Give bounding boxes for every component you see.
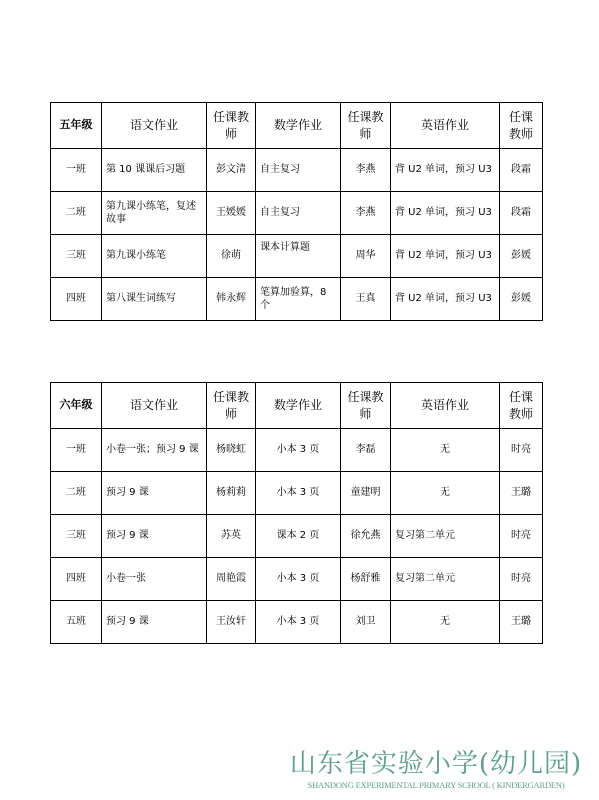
class-cell: 一班 — [51, 429, 102, 472]
class-cell: 三班 — [51, 235, 102, 278]
chinese-homework-cell: 预习 9 课 — [102, 472, 207, 515]
teacher-cell: 李燕 — [341, 149, 391, 192]
english-homework-cell: 复习第二单元 — [391, 515, 500, 558]
math-homework-cell: 小本 3 页 — [256, 601, 341, 644]
english-homework-cell: 背 U2 单词，预习 U3 — [391, 192, 500, 235]
math-homework-header: 数学作业 — [256, 383, 341, 429]
math-homework-cell: 小本 3 页 — [256, 429, 341, 472]
teacher-header: 任课教师 — [341, 103, 391, 149]
chinese-homework-cell: 小卷一张；预习 9 课 — [102, 429, 207, 472]
teacher-cell: 苏英 — [207, 515, 256, 558]
teacher-cell: 童建明 — [341, 472, 391, 515]
grade-header: 五年级 — [51, 103, 102, 149]
teacher-header: 任课教师 — [207, 103, 256, 149]
chinese-homework-cell: 预习 9 课 — [102, 515, 207, 558]
grade5-homework-table — [50, 102, 543, 321]
english-homework-header: 英语作业 — [391, 383, 500, 429]
class-cell: 三班 — [51, 515, 102, 558]
english-homework-cell: 无 — [391, 472, 500, 515]
english-homework-cell: 背 U2 单词，预习 U3 — [391, 149, 500, 192]
table-row — [51, 235, 543, 278]
math-homework-cell: 小本 3 页 — [256, 558, 341, 601]
english-homework-cell: 背 U2 单词，预习 U3 — [391, 278, 500, 321]
grade-header: 六年级 — [51, 383, 102, 429]
teacher-cell: 杨晓虹 — [207, 429, 256, 472]
math-homework-header: 数学作业 — [256, 103, 341, 149]
teacher-cell: 徐萌 — [207, 235, 256, 278]
table-row — [51, 278, 543, 321]
teacher-cell: 韩永辉 — [207, 278, 256, 321]
chinese-homework-header: 语文作业 — [102, 383, 207, 429]
math-homework-cell: 自主复习 — [256, 149, 341, 192]
table-header-row — [51, 383, 543, 429]
teacher-header: 任课教师 — [207, 383, 256, 429]
table-row — [51, 515, 543, 558]
math-homework-cell: 小本 3 页 — [256, 472, 341, 515]
english-homework-cell: 背 U2 单词，预习 U3 — [391, 235, 500, 278]
teacher-cell: 时亮 — [500, 429, 543, 472]
english-homework-cell: 无 — [391, 429, 500, 472]
chinese-homework-cell: 第 10 课课后习题 — [102, 149, 207, 192]
english-homework-cell: 无 — [391, 601, 500, 644]
teacher-cell: 徐允燕 — [341, 515, 391, 558]
teacher-cell: 杨莉莉 — [207, 472, 256, 515]
teacher-header: 任课教师 — [341, 383, 391, 429]
class-cell: 四班 — [51, 558, 102, 601]
teacher-cell: 彭媛 — [500, 278, 543, 321]
teacher-cell: 周艳霞 — [207, 558, 256, 601]
teacher-cell: 时亮 — [500, 515, 543, 558]
teacher-cell: 王媛媛 — [207, 192, 256, 235]
teacher-cell: 王真 — [341, 278, 391, 321]
class-cell: 四班 — [51, 278, 102, 321]
teacher-cell: 彭文清 — [207, 149, 256, 192]
teacher-cell: 李磊 — [341, 429, 391, 472]
teacher-cell: 周华 — [341, 235, 391, 278]
teacher-cell: 杨舒雅 — [341, 558, 391, 601]
chinese-homework-header: 语文作业 — [102, 103, 207, 149]
teacher-cell: 王璐 — [500, 601, 543, 644]
class-cell: 二班 — [51, 472, 102, 515]
table-row — [51, 149, 543, 192]
chinese-homework-cell: 第九课小练笔，复述故事 — [102, 192, 207, 235]
teacher-header: 任课教师 — [500, 103, 543, 149]
teacher-cell: 彭媛 — [500, 235, 543, 278]
school-logo — [281, 748, 591, 790]
grade6-homework-table — [50, 382, 543, 644]
teacher-cell: 王璐 — [500, 472, 543, 515]
teacher-cell: 李燕 — [341, 192, 391, 235]
english-homework-cell: 复习第二单元 — [391, 558, 500, 601]
chinese-homework-cell: 第九课小练笔 — [102, 235, 207, 278]
teacher-cell: 王汝轩 — [207, 601, 256, 644]
table-row — [51, 192, 543, 235]
math-homework-cell: 笔算加验算，8 个 — [256, 278, 341, 321]
table-row — [51, 472, 543, 515]
teacher-cell: 段霜 — [500, 149, 543, 192]
teacher-cell: 时亮 — [500, 558, 543, 601]
table-row — [51, 558, 543, 601]
teacher-header: 任课教师 — [500, 383, 543, 429]
chinese-homework-cell: 第八课生词练写 — [102, 278, 207, 321]
chinese-homework-cell: 预习 9 课 — [102, 601, 207, 644]
table-row — [51, 429, 543, 472]
school-name-english: SHANDONG EXPERIMENTAL PRIMARY SCHOOL ( KINDERGARDEN) — [307, 780, 565, 790]
school-name-chinese: 山东省实验小学(幼儿园) — [289, 749, 583, 779]
chinese-homework-cell: 小卷一张 — [102, 558, 207, 601]
english-homework-header: 英语作业 — [391, 103, 500, 149]
table-header-row — [51, 103, 543, 149]
table-row — [51, 601, 543, 644]
teacher-cell: 刘卫 — [341, 601, 391, 644]
math-homework-cell: 课本 2 页 — [256, 515, 341, 558]
class-cell: 五班 — [51, 601, 102, 644]
class-cell: 一班 — [51, 149, 102, 192]
class-cell: 二班 — [51, 192, 102, 235]
teacher-cell: 段霜 — [500, 192, 543, 235]
math-homework-cell: 课本计算题 — [256, 235, 341, 278]
math-homework-cell: 自主复习 — [256, 192, 341, 235]
